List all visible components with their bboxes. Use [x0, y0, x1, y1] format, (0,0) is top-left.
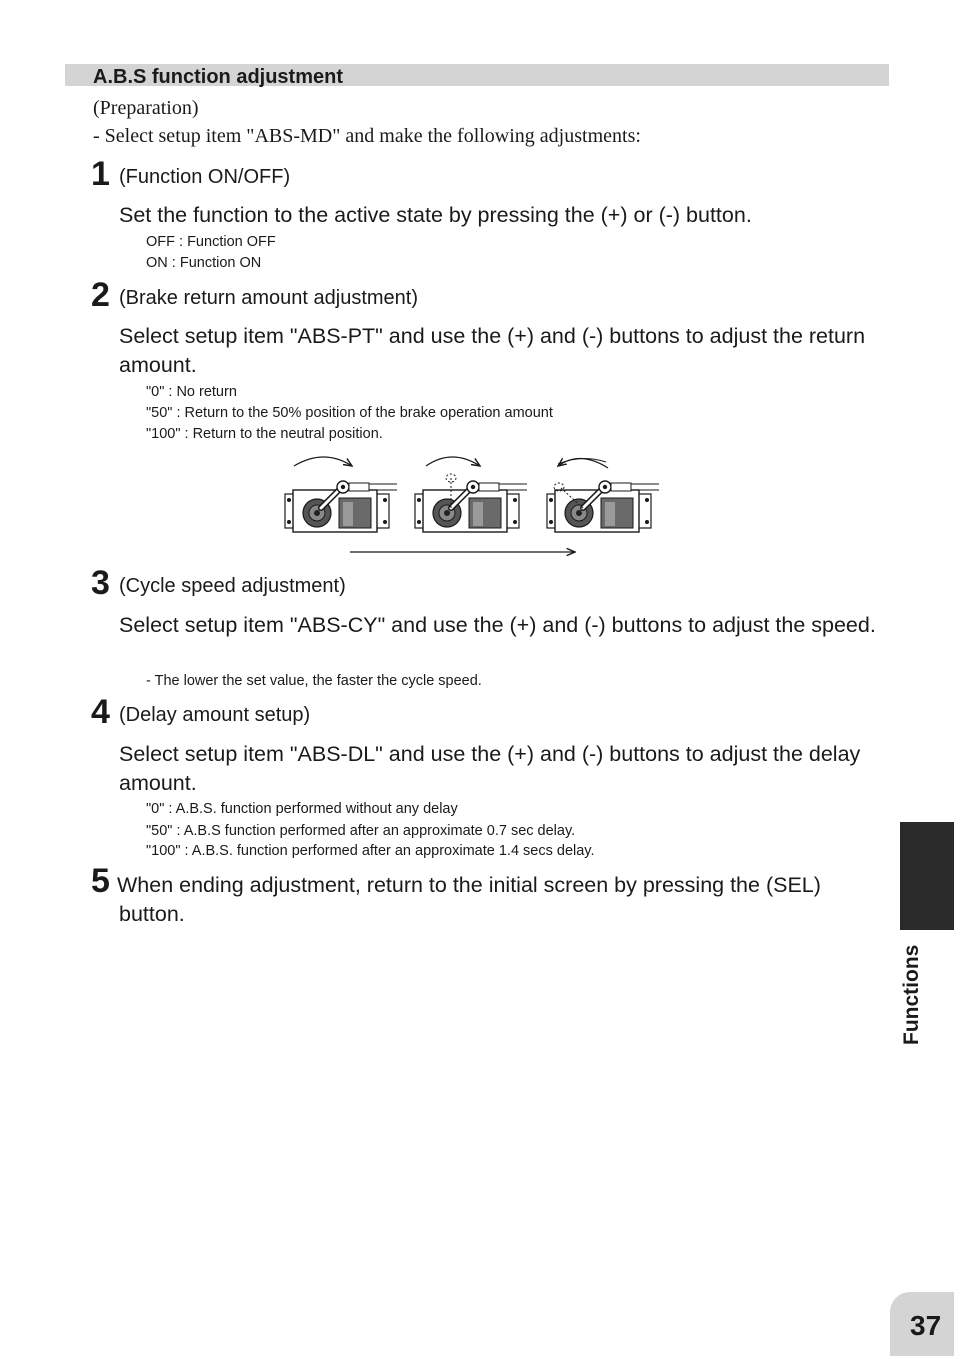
- step-3-heading: (Cycle speed adjustment): [119, 575, 346, 597]
- arc-arrow: [426, 457, 480, 466]
- step-5-body: When ending adjustment, return to the initial screen by pressing the (SEL) button.: [117, 873, 821, 926]
- step-2-number: 2: [91, 276, 110, 314]
- step-3-body: Select setup item "ABS-CY" and use the (+) and (-) buttons to adjust the speed.: [119, 613, 876, 637]
- servo-no-return: [285, 481, 397, 532]
- step-4-number: 4: [91, 693, 110, 731]
- servo-half-return: [415, 474, 527, 532]
- chapter-tab: [900, 822, 954, 930]
- preparation-label: (Preparation): [93, 97, 199, 119]
- step-3-note: - The lower the set value, the faster the cycle speed.: [146, 673, 482, 689]
- step-1-body: Set the function to the active state by pressing the (+) or (-) button.: [119, 203, 752, 227]
- step-4-note: "0" : A.B.S. function performed without any delay: [146, 801, 458, 817]
- step-4-note: "50" : A.B.S function performed after an approximate 0.7 sec delay.: [146, 823, 576, 839]
- servo-neutral-return: [547, 481, 659, 532]
- step-1-number: 1: [91, 155, 110, 193]
- step-2-body: Select setup item "ABS-PT" and use the (+) and (-) buttons to adjust the return amount.: [119, 324, 866, 377]
- step-4-heading: (Delay amount setup): [119, 704, 311, 726]
- step-4-body: Select setup item "ABS-DL" and use the (+) and (-) buttons to adjust the delay amount.: [119, 742, 861, 795]
- step-1-heading: (Function ON/OFF): [119, 166, 291, 188]
- step-3-number: 3: [91, 564, 110, 602]
- section-title: A.B.S function adjustment: [93, 66, 343, 88]
- step-2-note: "100" : Return to the neutral position.: [146, 426, 383, 442]
- step-2-note: "0" : No return: [146, 384, 237, 400]
- step-1-note: ON : Function ON: [146, 255, 262, 271]
- servo-return-diagram: [280, 448, 670, 563]
- preparation-text: - Select setup item "ABS-MD" and make the following adjustments:: [93, 125, 641, 147]
- page-number: 37: [910, 1310, 942, 1341]
- step-2-note: "50" : Return to the 50% position of the brake operation amount: [146, 405, 553, 421]
- chapter-label: Functions: [900, 944, 923, 1045]
- step-4-note: "100" : A.B.S. function performed after an approximate 1.4 secs delay.: [146, 843, 595, 859]
- step-5-number: 5: [91, 862, 110, 900]
- arc-arrow: [294, 457, 352, 466]
- step-2-heading: (Brake return amount adjustment): [119, 287, 419, 309]
- step-1-note: OFF : Function OFF: [146, 234, 276, 250]
